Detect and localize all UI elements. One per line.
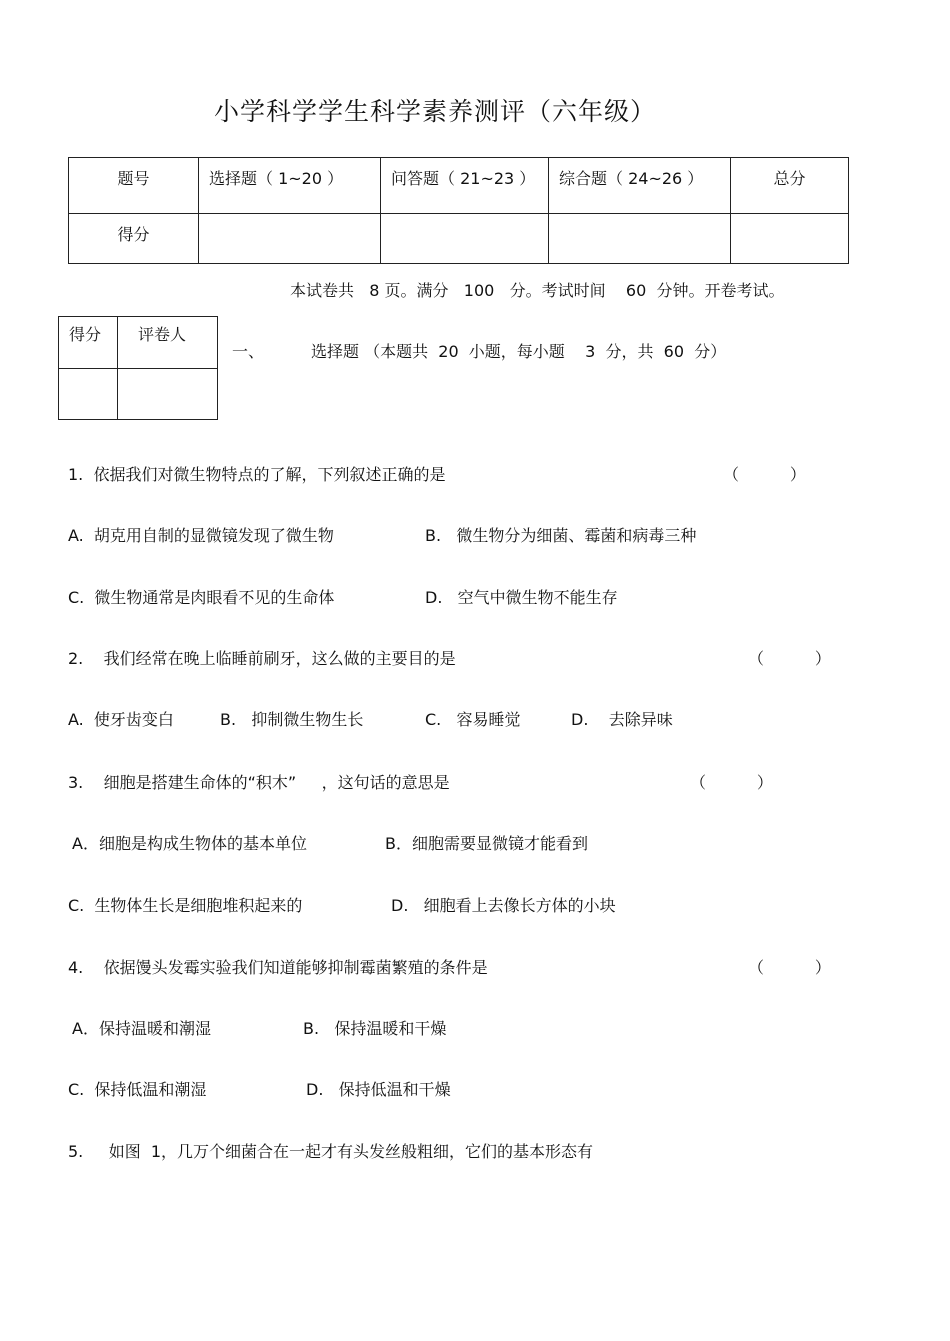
score-cell-multiple-choice[interactable] xyxy=(199,214,381,264)
header-question-number: 题号 xyxy=(69,158,199,214)
question-2-option-d: D. 去除异味 xyxy=(571,710,673,729)
score-cell-comprehensive[interactable] xyxy=(549,214,731,264)
header-short-answer: 问答题（ 21~23 ） xyxy=(381,158,549,214)
question-1-option-c: C. 微生物通常是肉眼看不见的生命体 xyxy=(68,588,335,607)
exam-info: 本试卷共 8 页。满分 100 分。考试时间 60 分钟。开卷考试。 xyxy=(290,281,785,300)
question-4-answer-paren[interactable]: （ ） xyxy=(748,958,831,977)
score-cell-short-answer[interactable] xyxy=(381,214,549,264)
question-2-answer-paren[interactable]: （ ） xyxy=(748,649,831,668)
question-3-stem: 3. 细胞是搭建生命体的“积木” ，这句话的意思是 xyxy=(68,773,450,792)
question-2-option-b: B. 抑制微生物生长 xyxy=(220,710,364,729)
question-4-option-a: A．保持温暖和潮湿 xyxy=(72,1019,211,1038)
question-4-option-c: C. 保持低温和潮湿 xyxy=(68,1080,207,1099)
grader-header-row xyxy=(59,317,218,369)
section-number: 一、 xyxy=(232,342,265,361)
question-4-option-d: D. 保持低温和干燥 xyxy=(306,1080,451,1099)
question-1-stem: 1. 依据我们对微生物特点的了解，下列叙述正确的是 xyxy=(68,465,446,484)
grader-score-cell[interactable] xyxy=(59,369,118,420)
question-1-option-b: B. 微生物分为细菌、霉菌和病毒三种 xyxy=(425,526,697,545)
grader-box xyxy=(58,316,218,420)
grader-name-label: 评卷人 xyxy=(118,317,218,369)
section-heading: 选择题 （本题共 20 小题，每小题 3 分，共 60 分） xyxy=(311,342,727,361)
grader-score-label: 得分 xyxy=(59,317,118,369)
header-multiple-choice: 选择题（ 1~20 ） xyxy=(199,158,381,214)
question-2-stem: 2. 我们经常在晚上临睡前刷牙，这么做的主要目的是 xyxy=(68,649,456,668)
question-3-answer-paren[interactable]: （ ） xyxy=(690,773,773,792)
question-2-option-c: C. 容易睡觉 xyxy=(425,710,521,729)
grader-name-cell[interactable] xyxy=(118,369,218,420)
question-1-answer-paren[interactable]: （ ） xyxy=(723,465,806,484)
question-1-option-d: D. 空气中微生物不能生存 xyxy=(425,588,618,607)
score-table-score-row xyxy=(69,214,849,264)
question-3-option-c: C. 生物体生长是细胞堆积起来的 xyxy=(68,896,303,915)
score-table-header-row xyxy=(69,158,849,214)
question-3-option-b: B．细胞需要显微镜才能看到 xyxy=(385,834,588,853)
question-3-option-d: D. 细胞看上去像长方体的小块 xyxy=(391,896,616,915)
question-4-stem: 4. 依据馒头发霉实验我们知道能够抑制霉菌繁殖的条件是 xyxy=(68,958,488,977)
question-5-stem: 5. 如图 1，几万个细菌合在一起才有头发丝般粗细，它们的基本形态有 xyxy=(68,1142,594,1161)
grader-input-row xyxy=(59,369,218,420)
question-3-option-a: A．细胞是构成生物体的基本单位 xyxy=(72,834,307,853)
question-1-option-a: A. 胡克用自制的显微镜发现了微生物 xyxy=(68,526,334,545)
score-table xyxy=(68,157,849,264)
header-total: 总分 xyxy=(731,158,849,214)
header-comprehensive: 综合题（ 24~26 ） xyxy=(549,158,731,214)
question-4-option-b: B. 保持温暖和干燥 xyxy=(303,1019,447,1038)
score-cell-total[interactable] xyxy=(731,214,849,264)
page-title: 小学科学学生科学素养测评（六年级） xyxy=(213,97,656,126)
score-row-label: 得分 xyxy=(69,214,199,264)
question-2-option-a: A. 使牙齿变白 xyxy=(68,710,174,729)
